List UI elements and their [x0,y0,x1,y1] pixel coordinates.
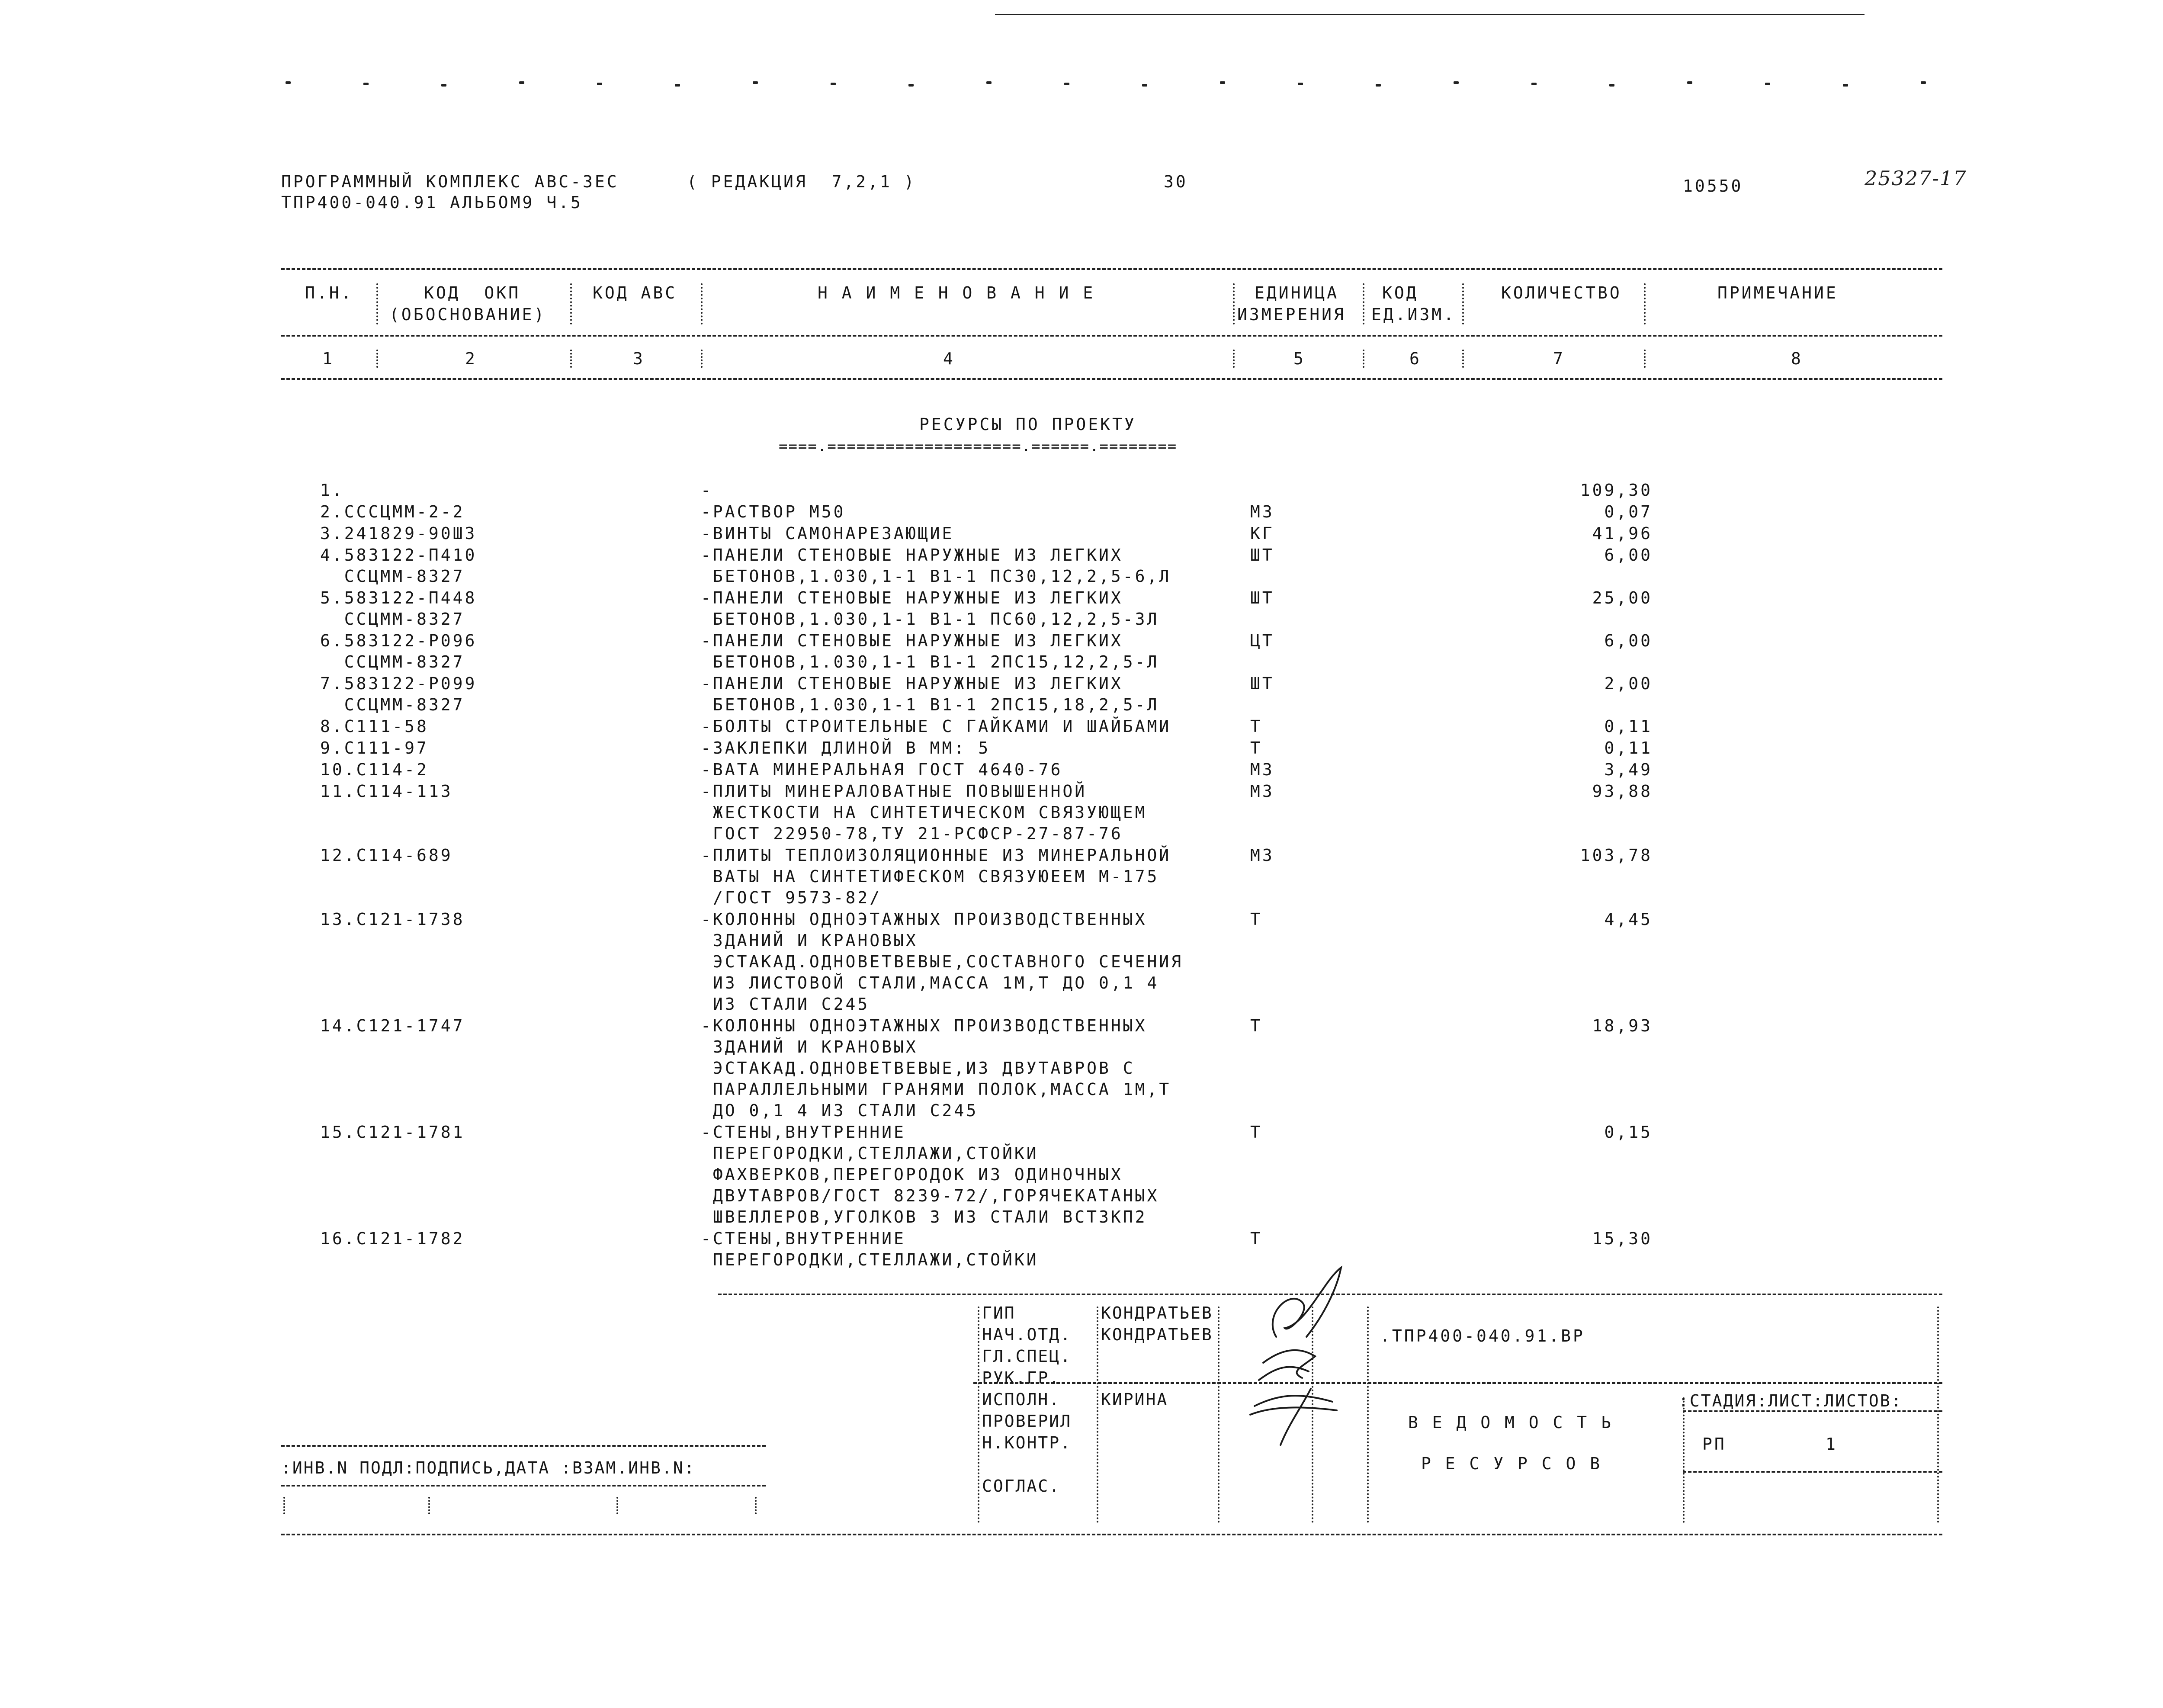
perforation-mark [1765,83,1770,85]
title-block-role: СОГЛАС. [982,1477,1061,1496]
header-program: ПРОГРАММНЫЙ КОМПЛЕКС АВС-3ЕС [281,172,619,191]
row-name: -КОЛОННЫ ОДНОЭТАЖНЫХ ПРОИЗВОДСТВЕННЫХ [701,910,1147,929]
row-code: 4.583122-П410 [320,546,477,565]
row-name: -ПАНЕЛИ СТЕНОВЫЕ НАРУЖНЫЕ ИЗ ЛЕГКИХ [701,588,1123,607]
perforation-mark [597,83,602,85]
row-code: 6.583122-Р096 [320,631,477,650]
title-block-role: НАЧ.ОТД. [982,1325,1072,1344]
row-unit: ШТ [1250,674,1274,693]
row-name: БЕТОНОВ,1.030,1-1 В1-1 2ПС15,18,2,5-Л [701,695,1159,714]
title-block-role: Н.КОНТР. [982,1433,1072,1452]
row-name: -ПАНЕЛИ СТЕНОВЫЕ НАРУЖНЫЕ ИЗ ЛЕГКИХ [701,631,1123,650]
section-title: РЕСУРСЫ ПО ПРОЕКТУ [919,415,1136,434]
row-name: -ВИНТЫ САМОНАРЕЗАЮЩИЕ [701,524,954,543]
row-name: ДО 0,1 4 ИЗ СТАЛИ С245 [701,1101,979,1120]
row-name: ПЕРЕГОРОДКИ,СТЕЛЛАЖИ,СТОЙКИ [701,1250,1039,1269]
row-name: БЕТОНОВ,1.030,1-1 В1-1 ПС60,12,2,5-3Л [701,610,1159,629]
row-quantity: 6,00 [1604,631,1653,650]
col-name: Н А И М Е Н О В А Н И Е [818,283,1095,302]
col-qty: КОЛИЧЕСТВО [1501,283,1622,302]
perforation-mark [1921,81,1926,84]
row-quantity: 0,15 [1604,1123,1653,1142]
perforation-mark [286,81,291,84]
table-row [0,544,2163,587]
row-name: ЖЕСТКОСТИ НА СИНТЕТИЧЕСКОМ СВЯЗУЮЩЕМ [701,803,1147,822]
colnum-7: 7 [1553,349,1565,368]
perforation-mark [986,81,992,84]
row-name: ЭСТАКАД.ОДНОВЕТВЕВЫЕ,ИЗ ДВУТАВРОВ С [701,1059,1135,1078]
table-row [0,587,2163,629]
inventory-header: :ИНВ.N ПОДЛ:ПОДПИСЬ,ДАТА :ВЗАМ.ИНВ.N: [281,1458,696,1477]
row-name: -СТЕНЫ,ВНУТРЕННИЕ [701,1123,906,1142]
col-abc: КОД АВС [593,283,677,302]
perforation-mark [1843,84,1848,87]
row-name: -ПЛИТЫ ТЕПЛОИЗОЛЯЦИОННЫЕ ИЗ МИНЕРАЛЬНОЙ [701,846,1171,865]
signature-scribbles [1237,1263,1376,1488]
table-row [0,1228,2163,1270]
row-code: ССЦММ-8327 [320,610,465,629]
table-row [0,673,2163,715]
row-name: ИЗ СТАЛИ С245 [701,995,870,1014]
row-name: -РАСТВОР М50 [701,502,846,521]
header-edition: ( РЕДАКЦИЯ 7,2,1 ) [687,172,916,191]
table-row [0,780,2163,844]
row-unit: ШТ [1250,546,1274,565]
row-code: 8.С111-58 [320,717,429,736]
row-unit: Т [1250,1016,1262,1035]
col-unitcode-2: ЕД.ИЗМ. [1371,305,1456,324]
col-unit-1: ЕДИНИЦА [1255,283,1339,302]
row-name: -СТЕНЫ,ВНУТРЕННИЕ [701,1229,906,1248]
row-code: 7.583122-Р099 [320,674,477,693]
row-unit: М3 [1250,760,1274,779]
perforation-mark [519,81,524,84]
row-quantity: 4,45 [1604,910,1653,929]
section-underline: ====.====================.======.======== [779,438,1178,455]
title-block-role: ИСПОЛН. [982,1390,1061,1409]
row-name: -БОЛТЫ СТРОИТЕЛЬНЫЕ С ГАЙКАМИ И ШАЙБАМИ [701,717,1171,736]
row-unit: Т [1250,1123,1262,1142]
archive-stamp: 25327-17 [1865,167,1967,190]
title-block-name: КИРИНА [1101,1390,1168,1409]
row-code: ССЦММ-8327 [320,652,465,671]
perforation-mark [1220,81,1225,84]
perforation-mark [363,83,369,85]
perforation-mark [1454,81,1459,84]
col-okp-2: (ОБОСНОВАНИЕ) [389,305,546,324]
colnum-5: 5 [1293,349,1306,368]
stage-header: :СТАДИЯ:ЛИСТ:ЛИСТОВ: [1678,1391,1903,1410]
sheet-value: 1 [1826,1435,1838,1454]
perforation-mark [1142,84,1147,87]
perforation-mark [441,84,446,87]
header-album: ТПР400-040.91 АЛЬБОМ9 Ч.5 [281,193,583,212]
row-code: 1. [320,481,344,500]
row-name: БЕТОНОВ,1.030,1-1 В1-1 2ПС15,12,2,5-Л [701,652,1159,671]
row-name: /ГОСТ 9573-82/ [701,888,882,907]
row-name: -КОЛОННЫ ОДНОЭТАЖНЫХ ПРОИЗВОДСТВЕННЫХ [701,1016,1147,1035]
row-code: ССЦММ-8327 [320,695,465,714]
table-row [0,844,2163,908]
row-code: 9.С111-97 [320,738,429,758]
row-unit: КГ [1250,524,1274,543]
row-unit: Т [1250,1229,1262,1248]
row-code: 11.С114-113 [320,782,453,801]
row-quantity: 0,07 [1604,502,1653,521]
row-code: 10.С114-2 [320,760,429,779]
row-code: 12.С114-689 [320,846,453,865]
row-code: 16.С121-1782 [320,1229,465,1248]
row-name: ГОСТ 22950-78,ТУ 21-РСФСР-27-87-76 [701,824,1123,843]
perforation-mark [675,84,680,87]
row-quantity: 6,00 [1604,546,1653,565]
row-name: ШВЕЛЛЕРОВ,УГОЛКОВ 3 ИЗ СТАЛИ ВСТ3КП2 [701,1207,1147,1226]
title-block-role: РУК.ГР. [982,1368,1061,1387]
table-row [0,501,2163,522]
table-row [0,716,2163,737]
row-quantity: 0,11 [1604,738,1653,758]
table-row [0,759,2163,780]
row-name: ЗДАНИЙ И КРАНОВЫХ [701,1037,918,1056]
doc-code: .ТПР400-040.91.ВР [1380,1326,1585,1345]
row-name: ВАТЫ НА СИНТЕТИФЕСКОМ СВЯЗУЮЕЕМ М-175 [701,867,1159,886]
doc-title-line2: Р Е С У Р С О В [1421,1454,1602,1473]
row-unit: М3 [1250,502,1274,521]
row-name: ДВУТАВРОВ/ГОСТ 8239-72/,ГОРЯЧЕКАТАНЫХ [701,1186,1159,1205]
stage-value: РП [1702,1435,1727,1454]
table-row [0,630,2163,672]
table-row [0,1015,2163,1121]
row-unit: Т [1250,717,1262,736]
row-name: -ПАНЕЛИ СТЕНОВЫЕ НАРУЖНЫЕ ИЗ ЛЕГКИХ [701,674,1123,693]
top-rule [995,14,1865,15]
header-code: 10550 [1683,177,1743,196]
table-row [0,1121,2163,1227]
row-name: ЭСТАКАД.ОДНОВЕТВЕВЫЕ,СОСТАВНОГО СЕЧЕНИЯ [701,952,1184,971]
title-block-role: ГИП [982,1303,1016,1323]
perforation-mark [1064,83,1069,85]
row-name: ЗДАНИЙ И КРАНОВЫХ [701,931,918,950]
row-quantity: 41,96 [1592,524,1653,543]
col-okp-1: КОД ОКП [424,283,521,302]
row-name: -ПАНЕЛИ СТЕНОВЫЕ НАРУЖНЫЕ ИЗ ЛЕГКИХ [701,546,1123,565]
perforation-mark [1531,83,1537,85]
title-block-role: ГЛ.СПЕЦ. [982,1347,1072,1366]
title-block-role: ПРОВЕРИЛ [982,1412,1072,1431]
col-pn: П.Н. [305,283,353,302]
col-unitcode-1: КОД [1382,283,1418,302]
row-name: ФАХВЕРКОВ,ПЕРЕГОРОДОК ИЗ ОДИНОЧНЫХ [701,1165,1123,1184]
row-quantity: 18,93 [1592,1016,1653,1035]
row-name: БЕТОНОВ,1.030,1-1 В1-1 ПС30,12,2,5-6,Л [701,567,1171,586]
row-quantity: 103,78 [1580,846,1653,865]
colnum-4: 4 [943,349,955,368]
row-code: 14.С121-1747 [320,1016,465,1035]
row-unit: М3 [1250,846,1274,865]
table-row [0,523,2163,544]
row-code: 3.241829-90Ш3 [320,524,477,543]
row-name: ПЕРЕГОРОДКИ,СТЕЛЛАЖИ,СТОЙКИ [701,1144,1039,1163]
title-block-name: КОНДРАТЬЕВ [1101,1303,1213,1323]
perforation-mark [1376,84,1381,87]
row-code: ССЦММ-8327 [320,567,465,586]
row-unit: ЦТ [1250,631,1274,650]
row-name: - [701,481,713,500]
row-name: ПАРАЛЛЕЛЬНЫМИ ГРАНЯМИ ПОЛОК,МАССА 1М,Т [701,1080,1171,1099]
row-unit: Т [1250,910,1262,929]
bottom-rule [281,1534,1942,1535]
colnum-3: 3 [633,349,645,368]
row-code: 2.СССЦММ-2-2 [320,502,465,521]
header-page: 30 [1164,172,1188,191]
row-name: -ЗАКЛЕПКИ ДЛИНОЙ В ММ: 5 [701,738,991,758]
doc-title-line1: В Е Д О М О С Т Ь [1408,1413,1613,1432]
perforation-mark [1298,83,1303,85]
title-block-name: КОНДРАТЬЕВ [1101,1325,1213,1344]
row-quantity: 93,88 [1592,782,1653,801]
colnum-2: 2 [465,349,477,368]
table-row [0,479,2163,501]
table-row [0,737,2163,758]
table-row [0,909,2163,1015]
row-unit: Т [1250,738,1262,758]
row-quantity: 3,49 [1604,760,1653,779]
row-quantity: 2,00 [1604,674,1653,693]
row-quantity: 0,11 [1604,717,1653,736]
row-quantity: 15,30 [1592,1229,1653,1248]
row-code: 15.С121-1781 [320,1123,465,1142]
perforation-mark [1609,84,1614,87]
colnum-8: 8 [1791,349,1803,368]
perforation-mark [908,84,914,87]
row-name: -ВАТА МИНЕРАЛЬНАЯ ГОСТ 4640-76 [701,760,1063,779]
perforation-mark [753,81,758,84]
perforation-mark [1687,81,1692,84]
row-unit: ШТ [1250,588,1274,607]
perforation-mark [831,83,836,85]
col-unit-2: ИЗМЕРЕНИЯ [1237,305,1346,324]
row-code: 13.С121-1738 [320,910,465,929]
row-name: -ПЛИТЫ МИНЕРАЛОВАТНЫЕ ПОВЫШЕННОЙ [701,782,1087,801]
row-code: 5.583122-П448 [320,588,477,607]
top-perforation [0,81,2163,90]
row-quantity: 109,30 [1580,481,1653,500]
colnum-1: 1 [322,349,334,368]
colnum-6: 6 [1409,349,1422,368]
row-unit: М3 [1250,782,1274,801]
row-name: ИЗ ЛИСТОВОЙ СТАЛИ,МАССА 1М,Т ДО 0,1 4 [701,973,1159,992]
col-note: ПРИМЕЧАНИЕ [1717,283,1838,302]
row-quantity: 25,00 [1592,588,1653,607]
